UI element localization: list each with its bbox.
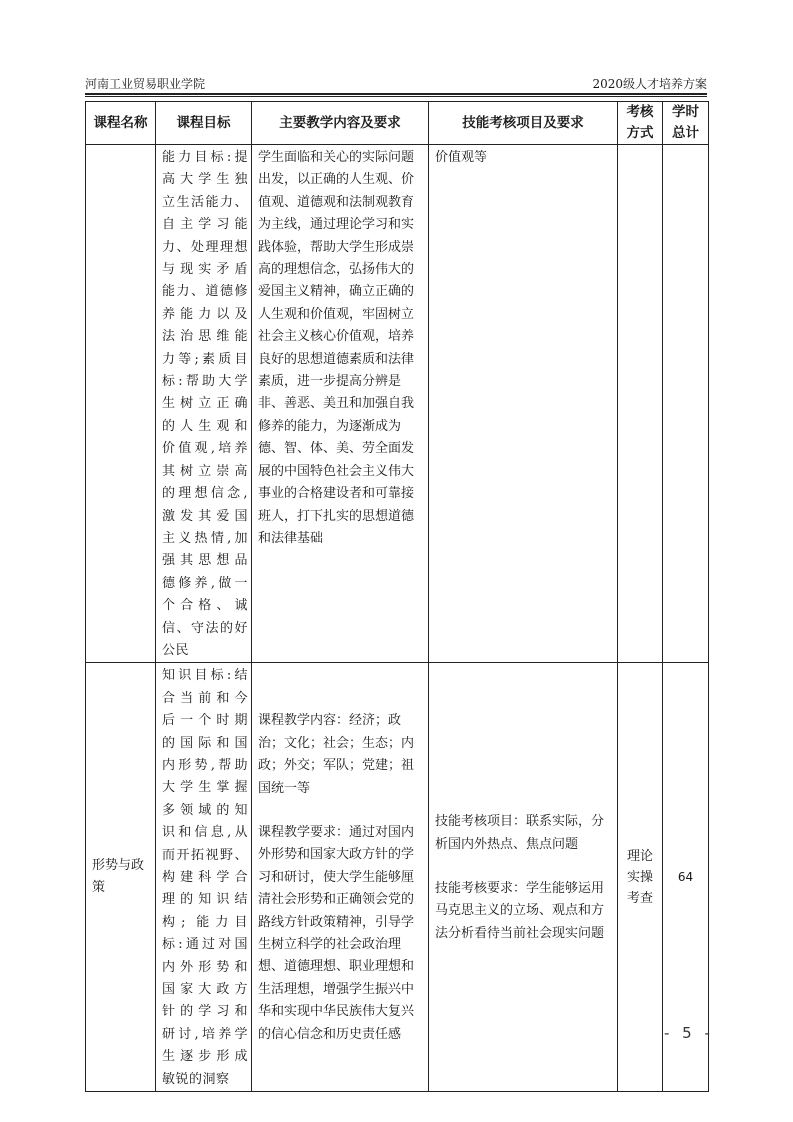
goal-line: 研讨,培养学 — [162, 1026, 248, 1042]
method-line: 理论 — [626, 848, 653, 864]
goal-line: 公民 — [162, 642, 190, 658]
goal-line: 标:帮助大学 — [162, 374, 248, 390]
course-name-cell: 形势与政策 — [86, 663, 156, 1092]
goal-line: 自主学习能 — [162, 217, 248, 233]
header-content: 主要教学内容及要求 — [252, 102, 429, 145]
goal-line: 的理想信念, — [162, 486, 248, 502]
goal-line: 构; 能力目 — [162, 914, 248, 930]
header-course-goal: 课程目标 — [156, 102, 252, 145]
skill-paragraph-2: 技能考核要求：学生能够运用马克思主义的立场、观点和方法分析看待当前社会现实问题 — [435, 881, 605, 941]
goal-line: 生树立正确 — [162, 396, 248, 412]
header-method — [618, 102, 663, 145]
goal-line: 力等;素质目 — [162, 351, 248, 367]
skill-paragraph-1: 技能考核项目：联系实际，分析国内外热点、焦点问题 — [435, 814, 605, 852]
method-lines — [618, 846, 662, 909]
goal-line: 信、守法的好 — [162, 620, 248, 636]
header-method-line1: 考核 — [626, 104, 654, 120]
goal-line: 内形势,帮助 — [162, 757, 248, 773]
goal-line: 针的学习和 — [162, 1004, 248, 1020]
goal-line: 内外形势和 — [162, 959, 248, 975]
content-cell — [252, 663, 429, 1092]
header-method-line2: 方式 — [626, 125, 654, 141]
goal-line: 价值观,培养 — [162, 441, 248, 457]
header-rule-thick — [85, 93, 707, 95]
goal-line: 识和信息,从 — [162, 825, 248, 841]
goal-line: 而开拓视野、 — [162, 847, 248, 863]
header-course-name: 课程名称 — [86, 102, 156, 145]
goal-line: 高大学生独 — [162, 172, 248, 188]
skill-cell: 价值观等 — [429, 145, 618, 663]
goal-line: 的国际和国 — [162, 735, 248, 751]
page-number: - 5 - — [664, 1024, 714, 1042]
goal-line: 合当前和今 — [162, 690, 248, 706]
course-name-cell — [86, 145, 156, 663]
content-paragraph-1: 课程教学内容：经济；政治；文化；社会；生态；内政；外交；军队；党建；祖国统一等 — [258, 713, 415, 796]
table-header-row — [86, 102, 709, 145]
goal-line: 与现实矛盾 — [162, 262, 248, 278]
goal-line: 大学生掌握 — [162, 780, 248, 796]
goal-line: 个合格、诚 — [162, 598, 248, 614]
goal-line: 国家大政方 — [162, 982, 248, 998]
goal-line: 德修养,做一 — [162, 575, 248, 591]
goal-line: 强其思想品 — [162, 553, 248, 569]
header-hours-line1: 学时 — [672, 104, 699, 120]
content-paragraph-2: 课程教学要求：通过对国内外形势和国家大政方针的学习和研讨，使大学生能够厘清社会形势和正确领会党的路线方针政策精神，引导学生树立科学的社会政治理想、道德理想、职业理想和生活理想，增强学生振兴中华和实现中华民族伟大复兴的信心信念和历史责任感 — [258, 824, 415, 1042]
course-goal-cell — [156, 663, 252, 1092]
goal-line: 多领域的知 — [162, 802, 248, 818]
method-cell — [618, 145, 663, 663]
goal-line: 理的知识结 — [162, 892, 248, 908]
goal-line: 构建科学合 — [162, 870, 248, 885]
goal-line: 养能力以及 — [162, 306, 248, 322]
paragraph-gap — [435, 856, 613, 878]
method-cell — [618, 663, 663, 1092]
goal-line: 立生活能力、 — [162, 194, 248, 210]
institution-name: 河南工业贸易职业学院 — [85, 77, 206, 91]
running-header — [85, 76, 707, 92]
goal-line: 法治思维能 — [162, 329, 248, 345]
header-hours-line2: 总计 — [672, 125, 699, 141]
goal-line: 知识目标:结 — [162, 668, 248, 684]
skill-cell — [429, 663, 618, 1092]
table-row — [86, 663, 709, 1092]
goal-line: 能力目标:提 — [162, 150, 248, 165]
method-line: 实操 — [626, 869, 653, 885]
method-line: 考查 — [626, 890, 653, 906]
header-rule-thin — [85, 96, 707, 97]
goal-line: 能力、道德修 — [162, 284, 248, 300]
goal-line: 主义热情,加 — [162, 530, 248, 546]
document-title: 2020级人才培养方案 — [592, 77, 707, 91]
hours-cell — [663, 145, 709, 663]
course-table — [85, 101, 709, 1092]
course-goal-cell — [156, 145, 252, 663]
goal-line: 的人生观和 — [162, 418, 248, 434]
goal-line: 敏锐的洞察 — [162, 1071, 230, 1087]
goal-lines — [162, 147, 248, 662]
goal-line: 激发其爱国 — [162, 508, 248, 524]
header-hours — [663, 102, 709, 145]
header-skill: 技能考核项目及要求 — [429, 102, 618, 145]
goal-lines — [162, 665, 248, 1091]
hours-cell: 64 — [663, 663, 709, 1092]
table-row — [86, 145, 709, 663]
goal-line: 力、处理理想 — [162, 239, 248, 255]
goal-line: 后一个时期 — [162, 713, 248, 729]
paragraph-gap — [258, 800, 424, 822]
goal-line: 生逐步形成 — [162, 1049, 248, 1065]
goal-line: 标:通过对国 — [162, 937, 248, 953]
goal-line: 其树立崇高 — [162, 463, 248, 479]
content-cell: 学生面临和关心的实际问题出发，以正确的人生观、价值观、道德观和法制观教育为主线，通过理论学习和实践体验，帮助大学生形成崇高的理想信念，弘扬伟大的爱国主义精神，确立正确的人生观和价值观，牢固树立社会主义核心价值观，培养良好的思想道德素质和法律素质，进一步提高分辨是非、善恶、美丑和加强自我修养的能力，为逐渐成为德、智、体、美、劳全面发展的中国特色社会主义伟大事业的合格建设者和可靠接班人，打下扎实的思想道德和法律基础 — [252, 145, 429, 663]
